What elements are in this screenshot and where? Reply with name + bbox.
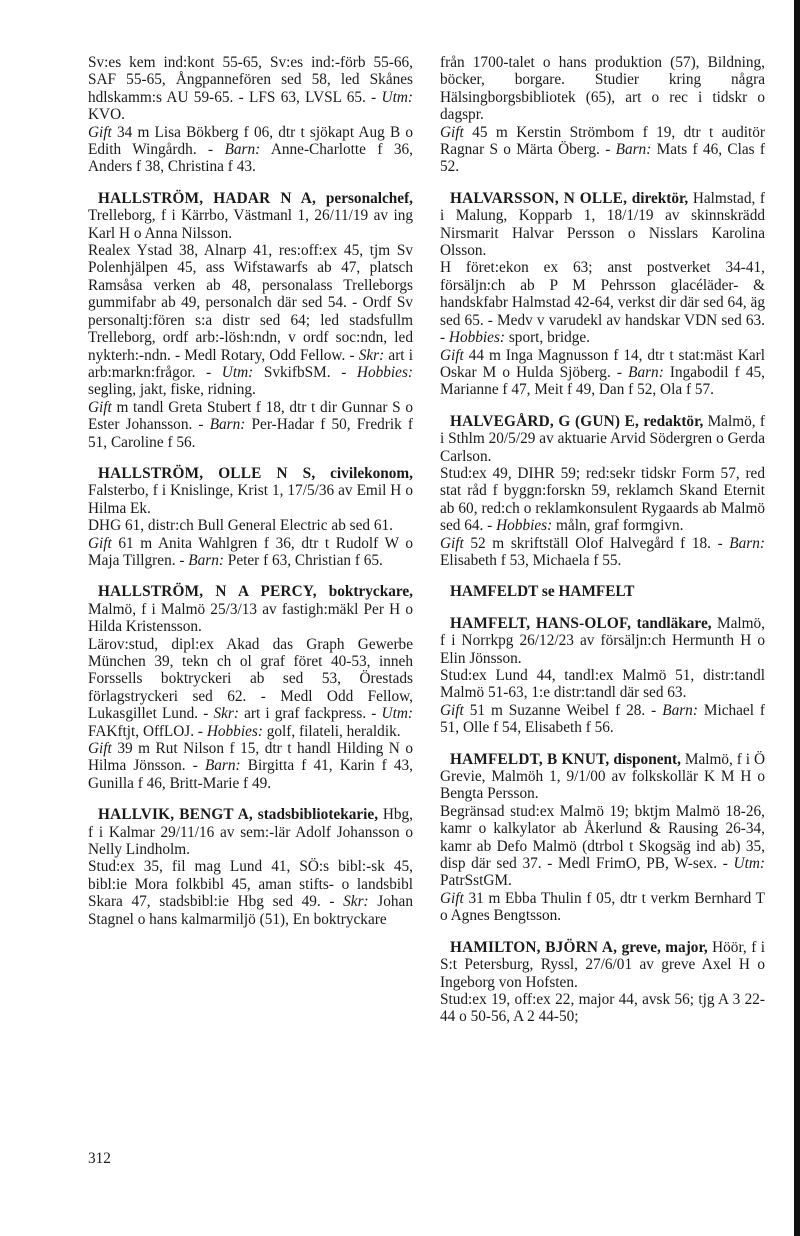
- hobbies-text: måln, graf formgivn.: [552, 517, 684, 535]
- gift-label: Gift: [88, 740, 112, 758]
- entry-family: [440, 702, 765, 737]
- left-column: [88, 54, 413, 942]
- entry-name: HALVEGÅRD, G (GUN) E,: [450, 412, 640, 430]
- entry-name: HAMFELDT, B KNUT,: [450, 750, 610, 768]
- entry-name: HALVARSSON, N OLLE,: [450, 189, 628, 207]
- hobbies-label: Hobbies:: [206, 722, 263, 740]
- entry-family: [88, 535, 413, 570]
- page-number: 312: [88, 1150, 111, 1167]
- entry-intro: Falsterbo, f i Knislinge, Krist 1, 17/5/36 av Emil H o Hilma Ek.: [88, 482, 413, 517]
- continuation-text: från 1700-talet o hans produktion (57), Bildning, böcker, borgare. Studier kring några Hälsingborgsbibliotek (65), art o rec i tidskr o dagspr.: [440, 54, 765, 124]
- hobbies-label: Hobbies:: [356, 363, 414, 381]
- gift-label: Gift: [88, 398, 112, 416]
- barn-label: Barn:: [224, 141, 261, 159]
- entry-hamilton-bjorn: [440, 939, 765, 1026]
- entry-name: HALLSTRÖM, HADAR N A,: [98, 189, 317, 207]
- skr-text: art i arb:markn:frågor. -: [88, 346, 413, 381]
- gift-label: Gift: [440, 701, 464, 719]
- entry-intro: Malmö, f i Norrkpg 26/12/23 av försäljn:ch Hermunth H o Elin Jönsson.: [440, 614, 765, 667]
- hobbies-text: segling, jakt, fiske, ridning.: [88, 381, 256, 399]
- barn-text: Birgitta f 41, Karin f 43, Gunilla f 46, Britt-Marie f 49.: [88, 757, 413, 792]
- entry-title: tandläkare,: [631, 614, 712, 632]
- entry-hallvik-bengt: [88, 806, 413, 928]
- body-text: Stud:ex 35, fil mag Lund 41, SÖ:s bibl:-sk 45, bibl:ie Mora folkbibl 45, aman stifts- o landsbibl Skara 47, stadsbibl:ie Hbg sed 49. -: [88, 858, 413, 911]
- gift-label: Gift: [440, 889, 464, 907]
- entry-intro: Höör, f i S:t Petersburg, Ryssl, 27/6/01 av greve Axel H o Ingeborg von Hofsten.: [440, 938, 765, 991]
- utm-text: PatrSstGM.: [440, 872, 512, 890]
- entry-family: [440, 535, 765, 570]
- entry-family: [440, 890, 765, 925]
- entry-intro: Malmö, f i Sthlm 20/5/29 av aktuarie Arvid Södergren o Gerda Carlson.: [440, 412, 765, 465]
- entry-body: [88, 517, 413, 534]
- body-text: Begränsad stud:ex Malmö 19; bktjm Malmö 18-26, kamr o kalkylator ab Åkerlund & Rausing 26-34, kamr ab Defo Malmö (dtrbol t Skogsäg ind ab) 35, disp där sed 37. - Medl FrimO, PB, W-sex. -: [440, 802, 765, 873]
- body-text: Stud:ex 49, DIHR 59; red:sekr tidskr Form 57, red stat råd f byggn:forskn 59, reklamch Skand Eternit ab 60, red:ch o reklamkonsulent Rygaards ab Malmö sed 64. -: [440, 464, 765, 535]
- entry-intro: Trelleborg, f i Kärrbo, Västmanl 1, 26/11/19 av ing Karl H o Anna Nilsson.: [88, 207, 413, 242]
- utm-label: Utm:: [381, 88, 413, 106]
- hobbies-text: golf, filateli, heraldik.: [262, 722, 401, 740]
- barn-text: Mats f 46, Clas f 52.: [440, 141, 765, 176]
- entry-hallstrom-percy: [88, 583, 413, 792]
- entry-family: [88, 399, 413, 451]
- gift-text: 44 m Inga Magnusson f 14, dtr t stat:mäst Karl Oskar M o Hulda Sjöberg. -: [440, 346, 765, 381]
- entry-title: boktryckare,: [316, 583, 413, 601]
- entry-hallstrom-olle: [88, 465, 413, 569]
- entry-heading: [88, 583, 413, 635]
- entry-heading: [88, 465, 413, 517]
- hobbies-label: Hobbies:: [448, 329, 506, 347]
- entry-heading: [440, 190, 765, 260]
- entry-heading: [88, 806, 413, 858]
- barn-text: Peter f 63, Christian f 65.: [223, 551, 383, 569]
- entry-family: [88, 740, 413, 792]
- gift-label: Gift: [88, 534, 112, 552]
- entry-body: [440, 259, 765, 346]
- barn-label: Barn:: [729, 534, 765, 552]
- body-text: Realex Ystad 38, Alnarp 41, res:off:ex 45, tjm Sv Polenhjälpen 45, ass Wifstawarfs ab 47, platsch Ramsåsa verken ab 48, personalass Trelleborgs gummifabr ab 49, personalch där sed 54. - Ordf Sv personaltj:fören s:a distr sed 64; led stadsfullm Trelleborg, ordf arb:-lösh:ndn, v ordf soc:ndn, led nykterh:-ndn. - Medl Rotary, Odd Fellow. -: [88, 242, 413, 364]
- entry-name: HAMILTON, BJÖRN A,: [450, 938, 618, 956]
- entry-body: [440, 991, 765, 1026]
- hobbies-label: Hobbies:: [496, 517, 553, 535]
- scan-edge-shadow: [794, 0, 800, 1236]
- barn-label: Barn:: [204, 757, 241, 775]
- utm-text: KVO.: [88, 106, 125, 124]
- entry-title: personalchef,: [316, 189, 413, 207]
- gift-label: Gift: [440, 123, 464, 141]
- barn-text: Ingabodil f 45, Marianne f 47, Meit f 49, Dan f 52, Ola f 57.: [440, 363, 765, 399]
- entry-hallstrom-hadar: [88, 190, 413, 451]
- entry-heading: [440, 615, 765, 667]
- utm-label: Utm:: [221, 363, 254, 381]
- gift-label: Gift: [440, 534, 464, 552]
- entry-name: HALLSTRÖM, N A PERCY,: [98, 583, 317, 601]
- utm-text: FAKftjt, OffLOJ. -: [88, 722, 207, 740]
- entry-body: [88, 242, 413, 399]
- barn-label: Barn:: [628, 363, 664, 381]
- barn-label: Barn:: [188, 551, 224, 569]
- gift-label: Gift: [440, 346, 464, 364]
- cross-reference: HAMFELDT se HAMFELT: [450, 583, 635, 601]
- body-text: Stud:ex 19, off:ex 22, major 44, avsk 56; tjg A 3 22-44 o 50-56, A 2 44-50;: [440, 990, 765, 1026]
- entry-title: disponent,: [609, 750, 681, 768]
- hobbies-text: sport, bridge.: [505, 329, 590, 347]
- entry-heading: [88, 190, 413, 242]
- entry-body: [88, 54, 413, 124]
- entry-hamfelt-hans-olof: [440, 615, 765, 737]
- skr-label: Skr:: [343, 893, 369, 911]
- entry-title: redaktör,: [639, 412, 704, 430]
- utm-label: Utm:: [733, 855, 765, 873]
- body-text: Stud:ex Lund 44, tandl:ex Malmö 51, distr:tandl Malmö 51-63, 1:e distr:tandl där sed 63.: [440, 667, 765, 702]
- entry-continuation: [88, 54, 413, 176]
- entry-intro: Halmstad, f i Malung, Kopparb 1, 18/1/19 av skinnskrädd Nirsmarit Halvar Persson o Nisslars Karolina Olsson.: [440, 189, 765, 260]
- entry-name: HAMFELT, HANS-OLOF,: [450, 614, 632, 632]
- skr-label: Skr:: [213, 705, 239, 723]
- skr-label: Skr:: [358, 346, 385, 364]
- gift-text: 52 m skriftställ Olof Halvegård f 18. -: [463, 534, 730, 552]
- entry-heading: [440, 751, 765, 803]
- entry-title: greve, major,: [617, 938, 708, 956]
- entry-hamfeldt-knut: [440, 751, 765, 925]
- barn-text: Per-Hadar f 50, Fredrik f 51, Caroline f 56.: [88, 416, 414, 451]
- gift-text: m tandl Greta Stubert f 18, dtr t dir Gunnar S o Ester Johansson. -: [88, 398, 413, 434]
- utm-label: Utm:: [381, 705, 413, 723]
- entry-body: [440, 465, 765, 535]
- gift-label: Gift: [88, 123, 112, 141]
- entry-body: [88, 858, 413, 928]
- entry-title: civilekonom,: [315, 464, 413, 482]
- entry-family: [440, 347, 765, 399]
- entry-name: HALLVIK, BENGT A,: [98, 806, 253, 824]
- barn-label: Barn:: [209, 416, 246, 434]
- gift-text: 61 m Anita Wahlgren f 36, dtr t Rudolf W o Maja Tillgren. -: [88, 534, 413, 569]
- entry-family: [88, 124, 413, 176]
- body-text: Lärov:stud, dipl:ex Akad das Graph Gewerbe München 39, tekn ch ol graf föret 40-53, inneh Forssells boktryckeri ab sed 53, Örestads förlagstryckeri sed 62. - Medl Odd Fellow, Lukasgillet Lund. -: [88, 635, 413, 723]
- entry-body: [440, 667, 765, 702]
- skr-text: art i graf fackpress. -: [238, 705, 382, 723]
- entry-heading: [440, 939, 765, 991]
- body-text: DHG 61, distr:ch Bull General Electric ab sed 61.: [88, 517, 394, 535]
- entry-heading: [440, 413, 765, 465]
- entry-family: [440, 124, 765, 176]
- entry-halvarsson-olle: [440, 190, 765, 399]
- entry-body: [88, 636, 413, 740]
- entry-intro: Malmö, f i Ö Grevie, Malmöh 1, 9/1/00 av folkskollär K M H o Bengta Persson.: [440, 750, 765, 803]
- barn-text: Anne-Charlotte f 36, Anders f 38, Christina f 43.: [88, 141, 414, 176]
- continuation-text: Sv:es kem ind:kont 55-65, Sv:es ind:-förb 55-66, SAF 55-65, Ångpannefören sed 58, led Skånes hdlskamm:s AU 59-65. - LFS 63, LVSL 65. -: [88, 54, 413, 106]
- utm-text: SvkifbSM. -: [253, 363, 357, 381]
- gift-text: 34 m Lisa Bökberg f 06, dtr t sjökapt Aug B o Edith Wingårdh. -: [88, 123, 413, 159]
- entry-continuation: [440, 54, 765, 176]
- gift-text: 45 m Kerstin Strömbom f 19, dtr t auditör Ragnar S o Märta Öberg. -: [440, 123, 765, 159]
- skr-text: Johan Stagnel o hans kalmarmiljö (51), En boktryckare: [88, 893, 413, 928]
- entry-intro: Malmö, f i Malmö 25/3/13 av fastigh:mäkl Per H o Hilda Kristensson.: [88, 600, 413, 636]
- entry-name: HALLSTRÖM, OLLE N S,: [98, 464, 316, 482]
- entry-title: direktör,: [627, 189, 689, 207]
- entry-body: [440, 54, 765, 124]
- entry-title: stadsbibliotekarie,: [252, 806, 379, 824]
- entry-body: [440, 803, 765, 890]
- gift-text: 39 m Rut Nilson f 15, dtr t handl Hilding N o Hilma Jönsson. -: [88, 740, 413, 775]
- barn-text: Elisabeth f 53, Michaela f 55.: [440, 551, 622, 569]
- right-column: [440, 54, 765, 1040]
- entry-halvegard-gun: [440, 413, 765, 570]
- barn-label: Barn:: [662, 701, 698, 719]
- barn-text: Michael f 51, Olle f 54, Elisabeth f 56.: [440, 701, 765, 737]
- gift-text: 31 m Ebba Thulin f 05, dtr t verkm Bernhard T o Agnes Bengtsson.: [440, 889, 765, 925]
- entry-intro: Hbg, f i Kalmar 29/11/16 av sem:-lär Adolf Johansson o Nelly Lindholm.: [88, 806, 413, 859]
- gift-text: 51 m Suzanne Weibel f 28. -: [463, 701, 663, 719]
- barn-label: Barn:: [615, 141, 652, 159]
- body-text: H föret:ekon ex 63; anst postverket 34-41, försäljn:ch ab P M Pehrsson glacéläder- & handskfabr Halmstad 42-64, verkst dir där sed 64, äg sed 65. - Medv v varudekl av handskar VDN sed 63. -: [440, 259, 765, 347]
